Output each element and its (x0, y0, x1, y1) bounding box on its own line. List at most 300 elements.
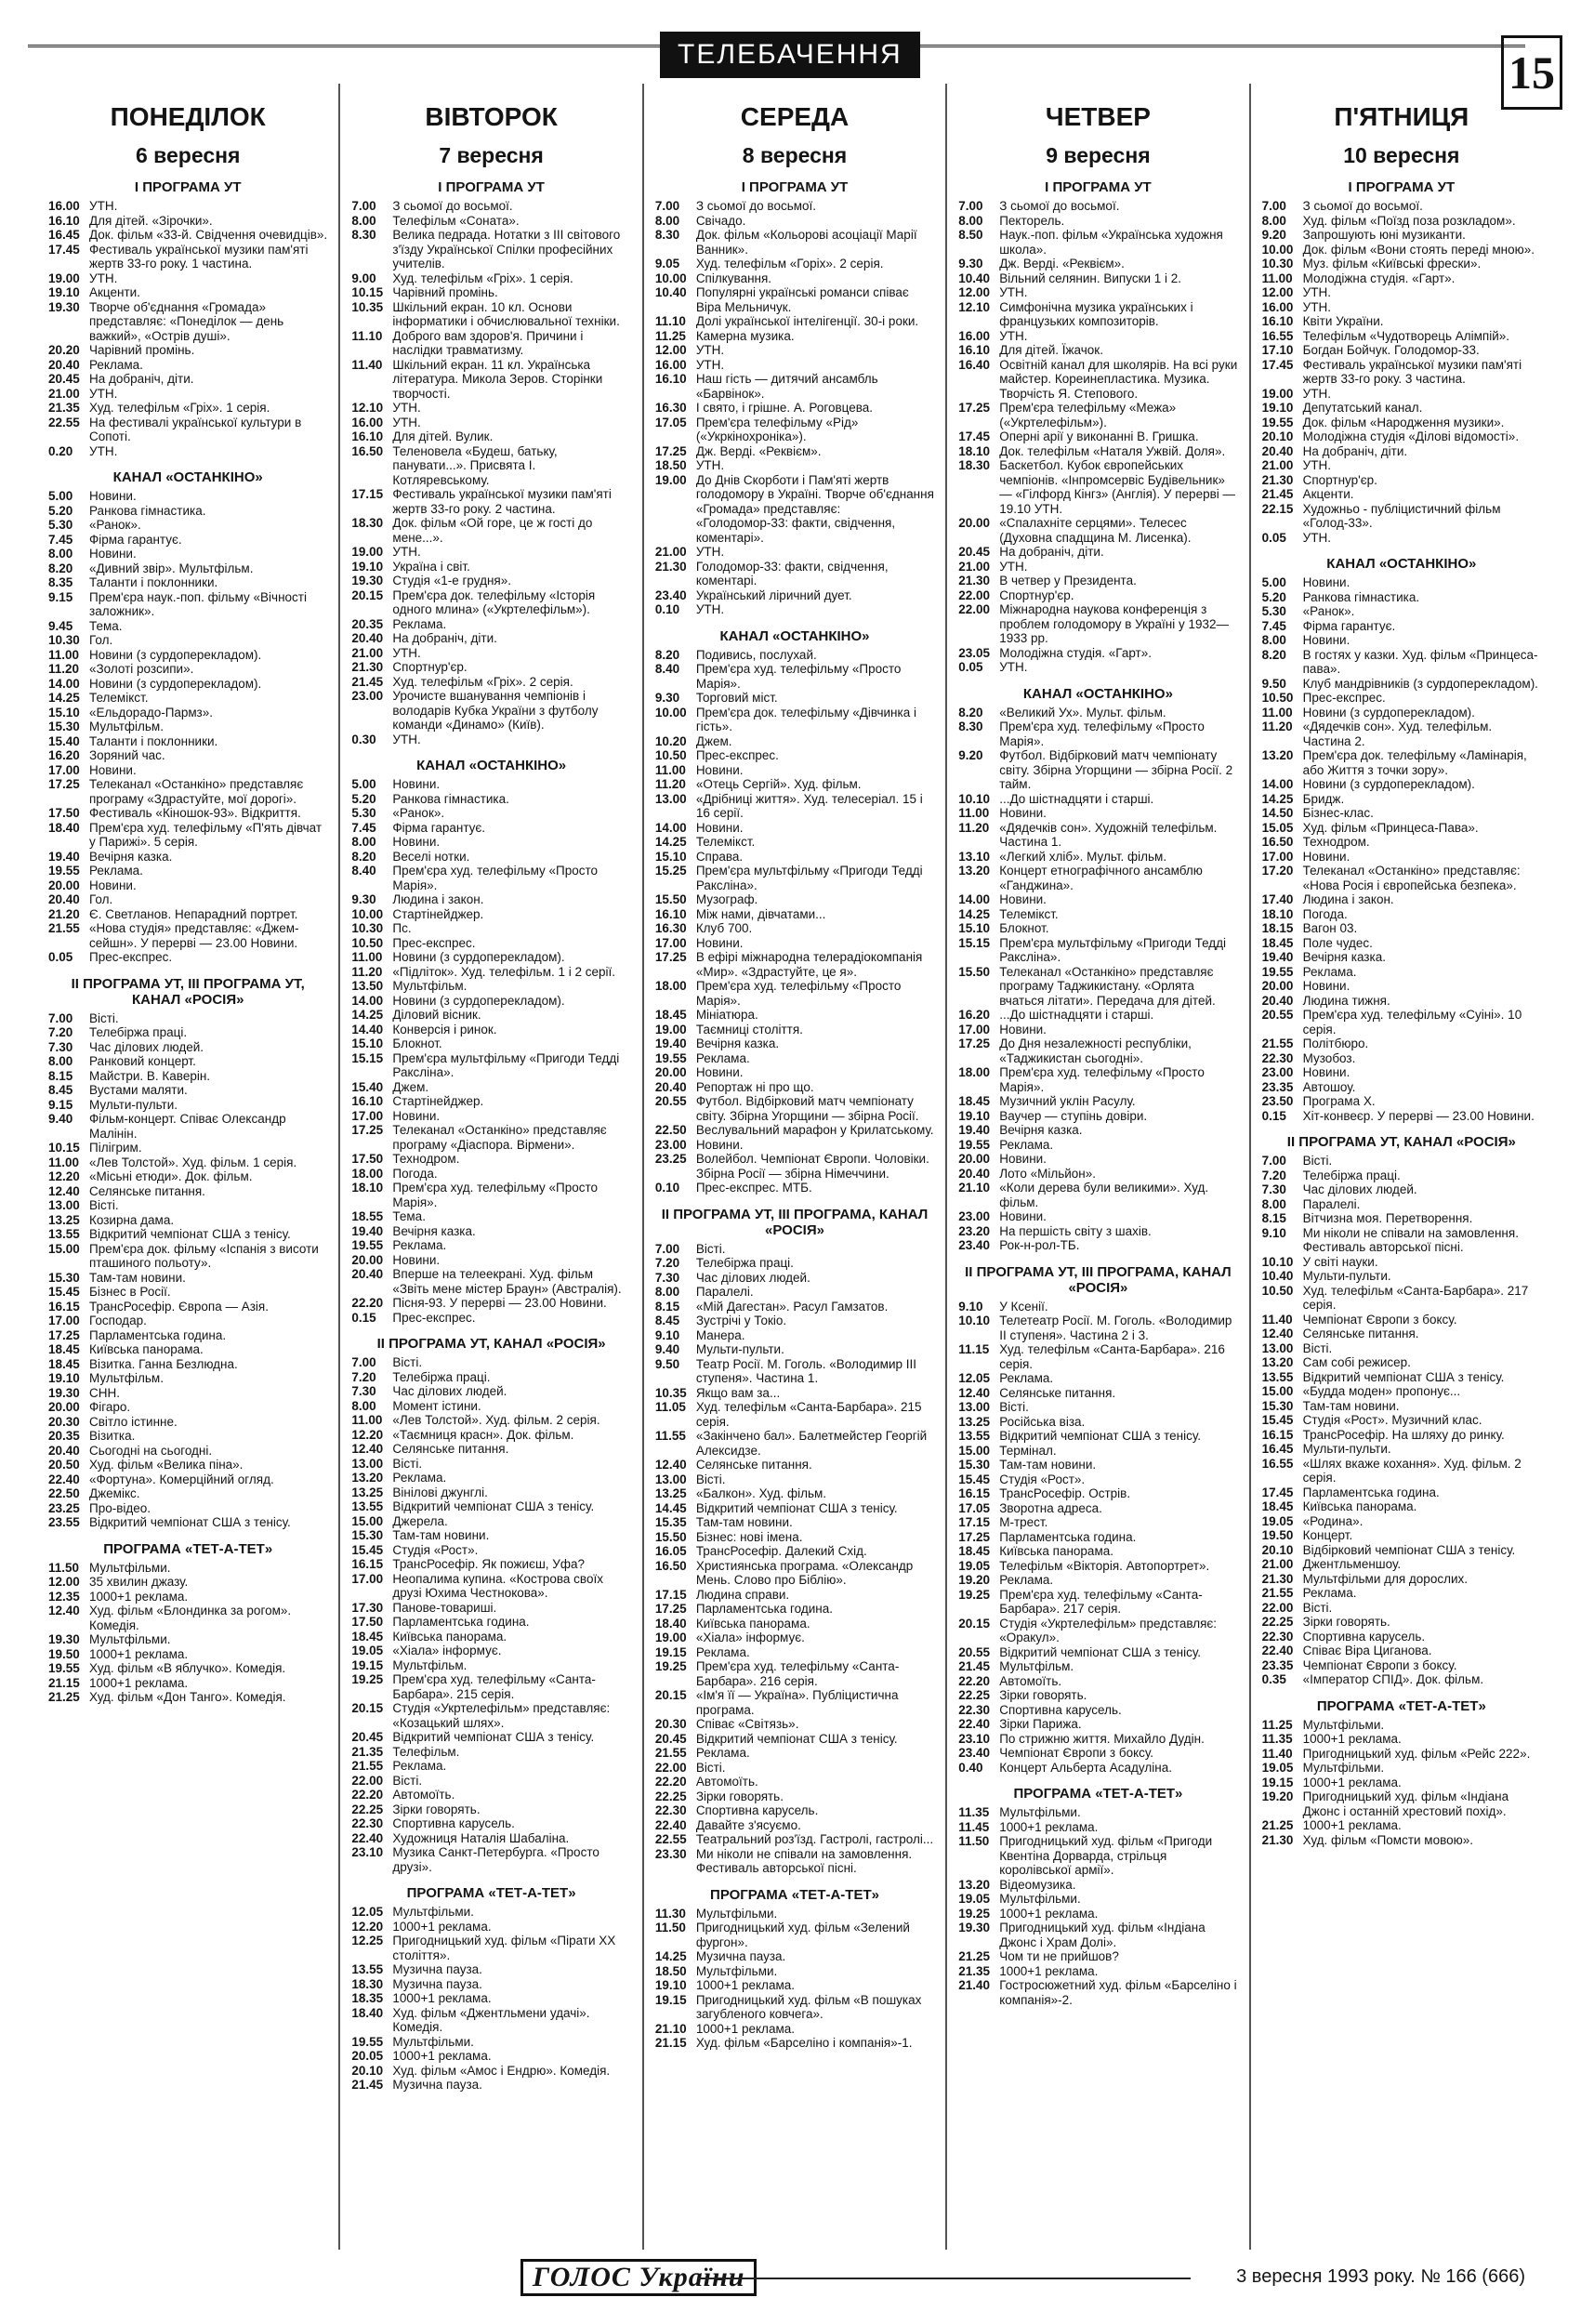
schedule-entry (1262, 1630, 1541, 1644)
schedule-entry (958, 1688, 1237, 1703)
entry-title: Худ. фільм «Дон Танго». Комедія. (89, 1690, 286, 1704)
schedule-entry (48, 590, 327, 619)
schedule-entry (1262, 1384, 1541, 1399)
entry-time: 14.25 (654, 835, 687, 849)
entry-time: 22.50 (654, 1123, 687, 1137)
schedule-entry (958, 588, 1237, 603)
schedule-entry (48, 271, 327, 286)
entry-title: Музика Санкт-Петербурга. «Просто друзі». (392, 1845, 599, 1874)
entry-title: Телебіржа праці. (392, 1369, 491, 1384)
entry-time: 10.30 (48, 633, 80, 647)
entry-time: 13.00 (351, 1456, 384, 1471)
entry-title: 1000+1 реклама. (392, 2049, 492, 2063)
schedule-entry (958, 1820, 1237, 1835)
entry-time: 19.55 (48, 1661, 80, 1675)
entry-title: УТН. (1302, 285, 1331, 299)
entry-title: Якщо вам за... (695, 1385, 781, 1400)
entry-time: 8.20 (958, 705, 983, 720)
schedule-entry (351, 1355, 630, 1370)
entry-title: Футбол. Відбірковий матч чемпіонату світу. Збірна Угорщини — збірна Росії. 2 тайм. (999, 748, 1233, 791)
entry-title: ТрансРосефір. Острів. (999, 1486, 1131, 1500)
schedule-entry (958, 560, 1237, 574)
entry-title: Реклама. (1302, 964, 1357, 979)
entry-title: Таланти і поклонники. (89, 575, 218, 589)
schedule-entry (958, 864, 1237, 892)
entry-title: ТрансРосефір. Як пожиєш, Уфа? (392, 1557, 585, 1571)
entry-time: 18.00 (958, 1065, 991, 1079)
entry-title: Фірма гарантує. (89, 532, 182, 547)
schedule-entry (351, 1094, 630, 1109)
schedule-entry (48, 387, 327, 402)
entry-title: «Дрібниці життя». Худ. телесеріал. 15 і 16 серії. (695, 791, 923, 820)
schedule-entry (958, 285, 1237, 300)
schedule-entry (655, 257, 934, 271)
entry-title: Погода. (1302, 906, 1348, 921)
entry-title: Новини. (392, 777, 441, 791)
schedule-entry (1262, 1154, 1541, 1169)
schedule-entry (958, 1023, 1237, 1037)
entry-time: 7.00 (958, 199, 983, 213)
entry-time: 11.45 (958, 1819, 990, 1834)
entry-title: «Хіала» інформує. (392, 1644, 502, 1657)
entry-time: 15.45 (958, 1472, 991, 1486)
entry-title: Київська панорама. (999, 1544, 1113, 1558)
schedule-entry (351, 950, 630, 965)
entry-time: 18.45 (958, 1094, 991, 1108)
schedule-entry (1262, 1543, 1541, 1558)
entry-title: Час ділових людей. (1302, 1182, 1417, 1196)
entry-title: УТН. (695, 545, 725, 559)
schedule-entry (655, 1386, 934, 1401)
entry-time: 21.00 (654, 545, 687, 559)
schedule-entry (1262, 1080, 1541, 1095)
entry-title: 1000+1 реклама. (999, 1819, 1099, 1834)
entry-title: Мультфільм. (89, 720, 164, 733)
footer-rule (697, 2278, 1191, 2279)
entry-time: 5.20 (351, 791, 376, 806)
entry-time: 13.25 (351, 1485, 384, 1499)
entry-title: «Шлях вкаже кохання». Худ. фільм. 2 серія. (1302, 1456, 1522, 1485)
schedule-entry (655, 1328, 934, 1343)
schedule-entry (351, 300, 630, 329)
entry-time: 21.35 (48, 401, 80, 415)
entry-title: Відбірковий чемпіонат США з тенісу. (1302, 1542, 1516, 1557)
schedule-entry (1262, 907, 1541, 922)
schedule-entry (958, 646, 1237, 661)
entry-title: Новини. (999, 1152, 1047, 1166)
entry-time: 12.20 (351, 1919, 384, 1934)
entry-time: 9.15 (48, 589, 73, 604)
entry-title: З сьомої до восьмої. (1302, 199, 1423, 213)
entry-time: 12.05 (958, 1371, 991, 1385)
schedule-entry (351, 1238, 630, 1253)
entry-title: 1000+1 реклама. (89, 1589, 189, 1604)
schedule-entry (958, 1717, 1237, 1732)
entry-title: До Дня незалежності республіки, «Таджикистан сьогодні». (999, 1037, 1192, 1065)
schedule-entry (958, 1878, 1237, 1893)
schedule-entry (48, 504, 327, 519)
schedule-entry (48, 892, 327, 907)
day-column (644, 84, 947, 2250)
schedule-entry (1262, 1413, 1541, 1428)
entry-title: Концерт етнографічного ансамблю «Ганджина». (999, 864, 1203, 892)
schedule-entry (958, 358, 1237, 402)
entry-title: Музична пауза. (392, 1962, 482, 1976)
entry-time: 16.30 (654, 921, 687, 935)
entry-time: 18.10 (958, 443, 991, 458)
entry-title: УТН. (89, 443, 118, 458)
entry-title: Новини. (999, 806, 1047, 820)
entry-title: Джентльменшоу. (1302, 1557, 1402, 1571)
entry-title: Телеканал «Останкіно» представляє програму «Здрастуйте, мої дорогі». (89, 777, 304, 806)
schedule-entry (48, 1011, 327, 1026)
schedule-entry (48, 1213, 327, 1228)
schedule-entry (958, 850, 1237, 865)
schedule-entry (48, 416, 327, 444)
entry-title: Шкільний екран. 10 кл. Основи інформатики і обчислювальної техніки. (392, 299, 620, 328)
schedule-entry (351, 1774, 630, 1789)
schedule-entry (655, 1775, 934, 1789)
entry-title: Новини. (999, 892, 1047, 906)
entry-time: 13.55 (1261, 1369, 1294, 1384)
entry-title: Час ділових людей. (89, 1039, 204, 1054)
schedule-entry (1262, 502, 1541, 531)
entry-time: 19.10 (48, 285, 80, 299)
entry-title: УТН. (392, 545, 421, 559)
entry-time: 11.00 (958, 806, 990, 820)
entry-time: 19.30 (48, 1385, 80, 1400)
schedule-entry (1262, 1644, 1541, 1658)
schedule-entry (655, 1314, 934, 1328)
schedule-entry (48, 1242, 327, 1271)
entry-time: 22.20 (654, 1775, 687, 1789)
entry-time: 8.20 (1261, 647, 1286, 662)
entry-time: 0.15 (1261, 1108, 1286, 1123)
entry-time: 8.00 (351, 835, 376, 849)
entry-time: 13.25 (958, 1414, 991, 1429)
entry-time: 16.15 (958, 1486, 991, 1500)
entry-time: 19.05 (958, 1558, 991, 1573)
entry-title: УТН. (999, 285, 1028, 299)
entry-time: 5.00 (1261, 575, 1286, 589)
entry-time: 10.40 (1261, 1269, 1294, 1283)
entry-title: Технодром. (392, 1152, 460, 1166)
schedule-entry (351, 1905, 630, 1920)
entry-title: Прем'єра худ. телефільму «Суіні». 10 серія. (1302, 1008, 1522, 1037)
schedule-entry (1262, 214, 1541, 229)
entry-title: Пілігрим. (89, 1141, 142, 1155)
entry-time: 19.15 (1261, 1775, 1294, 1789)
entry-title: Людина тижня. (1302, 993, 1390, 1008)
entry-title: Джемікс. (89, 1486, 140, 1500)
schedule-entry (958, 892, 1237, 907)
entry-time: 20.50 (48, 1458, 80, 1472)
entry-title: 1000+1 реклама. (1302, 1818, 1402, 1832)
schedule-entry (958, 1703, 1237, 1718)
section-title: ТЕЛЕБАЧЕННЯ (660, 32, 920, 78)
entry-time: 8.00 (48, 547, 73, 561)
entry-title: Для дітей. «Зірочки». (89, 213, 213, 228)
schedule-entry (1262, 358, 1541, 387)
entry-time: 0.40 (958, 1760, 983, 1775)
schedule-entry (958, 1429, 1237, 1444)
entry-time: 23.50 (1261, 1094, 1294, 1108)
schedule-entry (48, 1083, 327, 1098)
entry-title: «Лев Толстой». Худ. фільм. 1 серія. (89, 1155, 297, 1169)
entry-time: 19.55 (48, 864, 80, 878)
entry-time: 13.20 (1261, 748, 1294, 762)
entry-title: «Коли дерева були великими». Худ. фільм. (999, 1181, 1209, 1209)
entry-title: Док. фільм «Народження музики». (1302, 415, 1505, 429)
schedule-entry (351, 1008, 630, 1023)
entry-title: Телемікст. (89, 691, 149, 705)
entry-title: Телемікст. (695, 835, 756, 849)
entry-title: УТН. (392, 415, 421, 429)
entry-title: Мульти-пульти. (1302, 1269, 1391, 1283)
entry-time: 18.30 (958, 458, 991, 472)
schedule-entry (351, 1745, 630, 1760)
entry-time: 8.00 (1261, 633, 1286, 647)
entry-time: 16.55 (1261, 328, 1294, 343)
entry-title: Вісті. (695, 1241, 726, 1256)
entry-title: Сьогодні на сьогодні. (89, 1443, 213, 1458)
schedule-entry (48, 533, 327, 548)
schedule-entry (1262, 1442, 1541, 1457)
entry-time: 20.15 (351, 1701, 384, 1715)
schedule-entry (958, 1008, 1237, 1023)
entry-title: Програма Х. (1302, 1094, 1376, 1108)
entry-time: 5.20 (48, 503, 73, 518)
schedule-entry (351, 1528, 630, 1543)
entry-title: Спортнур'єр. (1302, 472, 1377, 487)
entry-time: 16.15 (1261, 1427, 1294, 1442)
schedule-entry (351, 1224, 630, 1239)
schedule-entry (48, 1112, 327, 1141)
entry-title: Пригодницький худ. фільм «Зелений фургон». (695, 1921, 910, 1949)
schedule-entry (1262, 1557, 1541, 1572)
schedule-entry (655, 1544, 934, 1559)
entry-time: 8.15 (48, 1068, 73, 1083)
entry-time: 10.30 (351, 921, 384, 935)
entry-title: Мультфільми. (1302, 1761, 1385, 1775)
entry-title: Момент істини. (392, 1398, 481, 1413)
entry-title: Новини. (695, 1065, 744, 1079)
entry-title: У світі науки. (1302, 1254, 1378, 1269)
entry-title: УТН. (89, 199, 118, 213)
schedule-entry (1262, 994, 1541, 1009)
entry-title: Поле чудес. (1302, 935, 1373, 950)
entry-title: Селянське питання. (695, 1458, 812, 1472)
entry-title: «Великий Ух». Мульт. фільм. (999, 705, 1166, 720)
entry-time: 12.00 (654, 343, 687, 357)
entry-title: Реклама. (695, 1746, 750, 1760)
entry-time: 17.05 (654, 415, 687, 429)
entry-title: Худ. фільм «Поїзд поза розкладом». (1302, 213, 1516, 228)
schedule-entry (958, 271, 1237, 286)
entry-time: 9.20 (958, 748, 983, 762)
entry-time: 21.45 (351, 674, 384, 689)
entry-title: Новини. (392, 1252, 441, 1267)
entry-time: 22.55 (48, 415, 80, 429)
schedule-entry (1262, 835, 1541, 850)
entry-time: 18.45 (351, 1629, 384, 1644)
schedule-entry (655, 1501, 934, 1516)
entry-title: Театральний роз'їзд. Гастролі, гастролі... (695, 1832, 934, 1846)
schedule-entry (351, 936, 630, 951)
entry-time: 16.10 (654, 906, 687, 921)
entry-title: М-трест. (999, 1515, 1048, 1529)
schedule-entry (1262, 777, 1541, 792)
entry-title: Новини. (1302, 849, 1350, 864)
entry-title: «Таємниця красн». Док. фільм. (392, 1427, 574, 1442)
schedule-entry (655, 1023, 934, 1037)
entry-time: 20.40 (48, 1443, 80, 1458)
schedule-entry (958, 1094, 1237, 1109)
entry-time: 8.00 (351, 213, 376, 228)
entry-time: 16.30 (654, 401, 687, 415)
schedule-entry (655, 648, 934, 663)
entry-title: Телебіржа праці. (695, 1256, 794, 1270)
entry-time: 21.00 (1261, 1557, 1294, 1571)
entry-time: 0.05 (48, 950, 73, 964)
schedule-entry (655, 734, 934, 749)
schedule-entry (655, 588, 934, 603)
entry-title: УТН. (1302, 458, 1331, 472)
entry-title: Популярні українські романси співає Віра Мельничук. (695, 285, 909, 314)
entry-title: Новини. (392, 835, 441, 849)
entry-time: 9.50 (654, 1356, 680, 1371)
entry-time: 13.25 (48, 1212, 80, 1227)
entry-title: Освітній канал для школярів. На всі руки майстер. Кореинепластика. Музика. Творчість Я. Степового. (999, 357, 1238, 401)
entry-time: 23.35 (1261, 1657, 1294, 1672)
schedule-entry (351, 1499, 630, 1514)
schedule-entry (48, 763, 327, 778)
entry-time: 7.20 (1261, 1168, 1286, 1182)
schedule-entry (958, 1314, 1237, 1342)
entry-title: Телефільм «Вікторія. Автопортрет». (999, 1558, 1210, 1573)
entry-title: 1000+1 реклама. (89, 1675, 189, 1690)
entry-title: Студія «Рост». (999, 1472, 1086, 1486)
entry-title: 1000+1 реклама. (89, 1646, 189, 1661)
entry-title: «Ім'я її — Україна». Публіцистична програма. (695, 1688, 899, 1717)
schedule-entry (1262, 604, 1541, 619)
entry-time: 10.50 (654, 748, 687, 762)
entry-title: Реклама. (392, 1471, 447, 1485)
entry-title: Прем'єра худ. телефільму «Санта-Барбара». 216 серія. (695, 1659, 900, 1688)
schedule-entry (351, 864, 630, 892)
schedule-entry (351, 199, 630, 214)
entry-time: 11.00 (351, 1413, 383, 1427)
entry-time: 19.55 (654, 1050, 687, 1065)
entry-time: 11.20 (351, 964, 383, 979)
entry-time: 16.10 (654, 372, 687, 386)
day-column (340, 84, 643, 2250)
schedule-entry (351, 2064, 630, 2079)
entry-title: Веселі нотки. (392, 849, 470, 864)
entry-title: Чемпіонат Європи з боксу. (999, 1746, 1154, 1760)
schedule-entry (48, 633, 327, 648)
schedule-entry (351, 401, 630, 416)
entry-title: Депутатський канал. (1302, 401, 1423, 415)
schedule-entry (958, 1224, 1237, 1239)
entry-title: Театр Росії. М. Гоголь. «Володимир ІІІ ступеня». Частина 1. (695, 1356, 917, 1385)
schedule-entry (1262, 575, 1541, 590)
entry-time: 21.25 (1261, 1818, 1294, 1832)
entry-title: Акценти. (89, 285, 140, 299)
entry-time: 11.00 (48, 1155, 80, 1169)
schedule-entry (1262, 1008, 1541, 1037)
entry-title: Худ. фільм «Джентльмени удачі». Комедія. (392, 2005, 590, 2034)
entry-time: 21.30 (351, 660, 384, 674)
schedule-entry (351, 617, 630, 632)
entry-time: 8.30 (351, 228, 376, 242)
entry-time: 19.00 (351, 545, 384, 559)
entry-title: УТН. (1302, 530, 1331, 545)
entry-time: 19.00 (1261, 386, 1294, 401)
schedule-entry (351, 416, 630, 430)
entry-time: 7.00 (654, 1241, 680, 1256)
entry-title: Фестиваль української музики пам'яті жертв 33-го року. 3 частина. (1302, 357, 1522, 386)
schedule-entry (48, 720, 327, 734)
schedule-entry (351, 1167, 630, 1182)
entry-title: Молодіжна студія. «Гарт». (999, 645, 1152, 660)
schedule-entry (958, 602, 1237, 646)
entry-time: 18.15 (1261, 921, 1294, 935)
entry-title: Для дітей. Їжачок. (999, 343, 1103, 357)
schedule-entry (958, 1805, 1237, 1820)
newspaper-masthead: ГОЛОС України (520, 2259, 757, 2296)
entry-title: Джем. (695, 733, 732, 748)
channel-heading: ПРОГРАМА «ТЕТ-А-ТЕТ» (1316, 1697, 1486, 1714)
schedule-entry (1262, 329, 1541, 344)
entry-title: Студія «Рост». Музичний клас. (1302, 1413, 1482, 1427)
schedule-entry (351, 1920, 630, 1934)
entry-title: Торговий міст. (695, 691, 778, 705)
schedule-entry (958, 1065, 1237, 1094)
entry-time: 12.35 (48, 1589, 80, 1604)
entry-time: 18.45 (958, 1544, 991, 1558)
entry-time: 12.00 (958, 285, 991, 299)
entry-title: Телебіржа праці. (1302, 1168, 1401, 1182)
entry-title: Студія «1-е грудня». (392, 574, 511, 588)
entry-title: «Дядечків сон». Художній телефільм. Частина 1. (999, 820, 1218, 849)
schedule-entry (958, 1645, 1237, 1660)
schedule-entry (958, 214, 1237, 229)
entry-title: Відкритий чемпіонат США з тенісу. (695, 1731, 898, 1746)
schedule-entry (1262, 300, 1541, 315)
entry-time: 20.40 (351, 631, 384, 645)
entry-title: Візитка. Ганна Безлюдна. (89, 1356, 238, 1371)
entry-title: Блокнот. (392, 1037, 442, 1050)
entry-time: 11.25 (1261, 1717, 1293, 1732)
schedule-entry (655, 1832, 934, 1847)
schedule-entry (655, 1400, 934, 1429)
entry-time: 19.40 (958, 1123, 991, 1137)
schedule-entry (48, 243, 327, 271)
entry-title: Бридж. (1302, 791, 1345, 806)
schedule-entry (48, 777, 327, 806)
entry-time: 20.45 (351, 1730, 384, 1744)
schedule-entry (351, 444, 630, 488)
schedule-entry (655, 1123, 934, 1138)
schedule-entry (958, 1559, 1237, 1574)
entry-time: 16.50 (1261, 835, 1294, 849)
schedule-entry (1262, 401, 1541, 416)
entry-time: 13.00 (1261, 1340, 1294, 1355)
entry-title: Прем'єра телефільму «Межа» («Укртелефільм»). (999, 401, 1177, 429)
entry-time: 8.00 (1261, 213, 1286, 228)
entry-title: Пригодницький худ. фільм «Пригоди Квентіна Дорварда, стрільця королівської армії». (999, 1834, 1213, 1877)
